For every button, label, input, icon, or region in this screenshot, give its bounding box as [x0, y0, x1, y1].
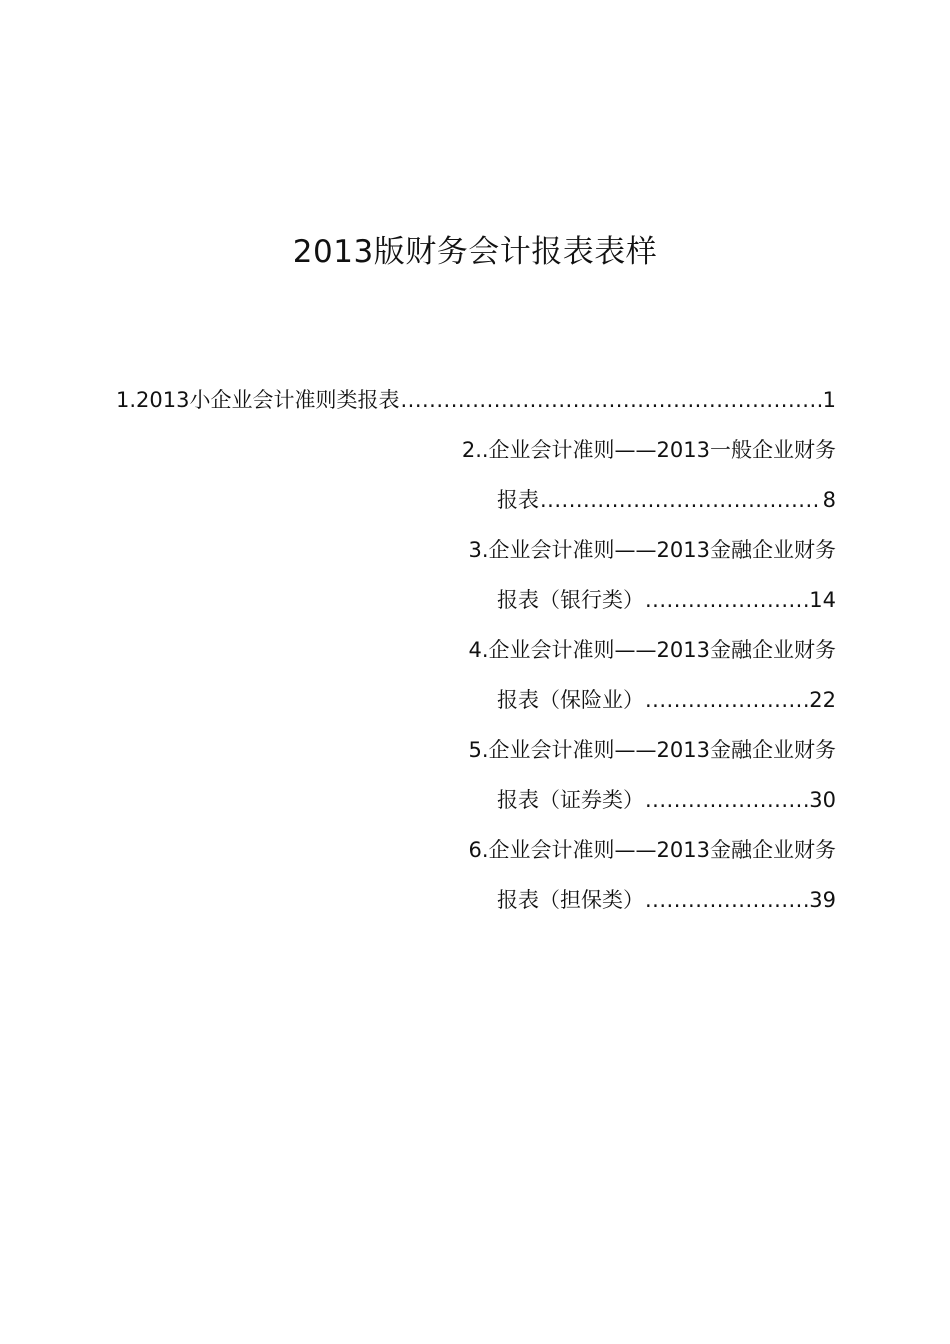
toc-page-number: 22 [809, 688, 836, 712]
dot-leader [645, 575, 808, 625]
dot-leader [400, 375, 821, 425]
toc-entry-text: 2..企业会计准则——2013一般企业财务 [461, 438, 836, 462]
page-title: 2013版财务会计报表表样 [292, 234, 658, 270]
toc-entry-text: 1.2013小企业会计准则类报表 [116, 388, 400, 412]
toc-entry-text: 3.企业会计准则——2013金融企业财务 [468, 538, 836, 562]
dot-leader [645, 775, 808, 825]
toc-entry-text: 5.企业会计准则——2013金融企业财务 [468, 738, 836, 762]
toc-entry-text: 报表（证券类） [497, 788, 644, 812]
toc-entry-4-heading[interactable] [469, 625, 836, 675]
toc-page-number: 14 [809, 588, 836, 612]
toc-entry-text: 4.企业会计准则——2013金融企业财务 [468, 638, 836, 662]
dot-leader [645, 875, 808, 925]
toc-entry-5-heading[interactable] [469, 725, 836, 775]
toc-entry-text: 报表（银行类） [497, 588, 644, 612]
toc-page-number: 1 [822, 388, 836, 412]
toc-entry-1[interactable] [116, 375, 836, 425]
toc-entry-text: 报表 [497, 488, 539, 512]
dot-leader [645, 675, 808, 725]
toc-entry-3-heading[interactable] [469, 525, 836, 575]
toc-page-number: 8 [822, 488, 836, 512]
toc-entry-6-heading[interactable] [469, 825, 836, 875]
toc-entry-2-heading[interactable] [462, 425, 836, 475]
toc-entry-2[interactable] [497, 475, 836, 525]
toc-entry-6[interactable] [497, 875, 836, 925]
toc-entry-text: 报表（保险业） [497, 688, 644, 712]
toc-entry-4[interactable] [497, 675, 836, 725]
toc-entry-text: 报表（担保类） [497, 888, 644, 912]
toc-page-number: 39 [809, 888, 836, 912]
toc-entry-3[interactable] [497, 575, 836, 625]
toc-page-number: 30 [809, 788, 836, 812]
toc-entry-text: 6.企业会计准则——2013金融企业财务 [468, 838, 836, 862]
toc-entry-5[interactable] [497, 775, 836, 825]
dot-leader [540, 475, 822, 525]
